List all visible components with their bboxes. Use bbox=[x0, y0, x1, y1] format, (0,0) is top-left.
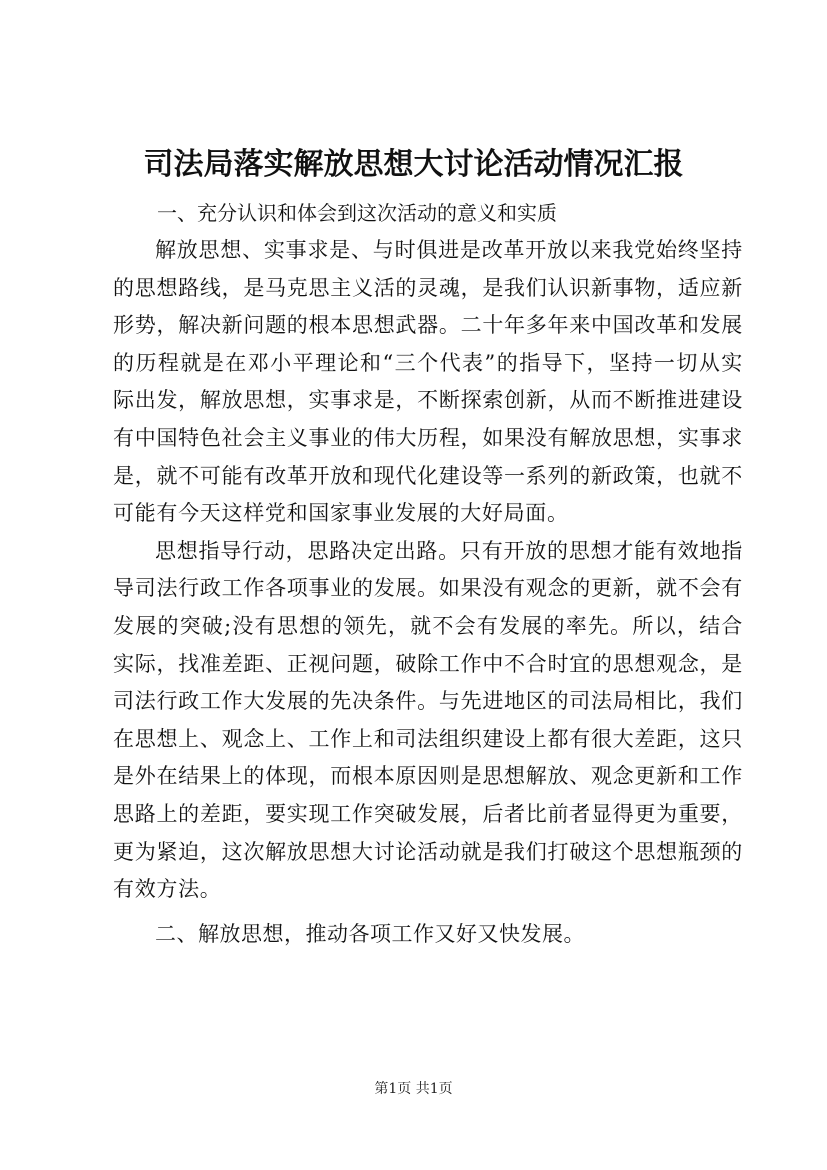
section-2-heading: 二、解放思想，推动各项工作又好又快发展。 bbox=[155, 921, 585, 946]
document-title: 司法局落实解放思想大讨论活动情况汇报 bbox=[143, 147, 684, 182]
paragraph-2: 思想指导行动，思路决定出路。只有开放的思想才能有效地指导司法行政工作各项事业的发展。如果没有观念的更新，就不会有发展的突破;没有思想的领先，就不会有发展的率先。所以，结合实际，找准差距、正视问题，破除工作中不合时宜的思想观念，是司法行政工作大发展的先决条件。与先进地区的司法局相比，我们在思想上、观念上、工作上和司法组织建设上都有很大差距，这只是外在结果上的体现，而根本原因则是思想解放、观念更新和工作思路上的差距，要实现工作突破发展，后者比前者显得更为重要，更为紧迫，这次解放思想大讨论活动就是我们打破这个思想瓶颈的有效方法。 bbox=[113, 538, 743, 902]
section-1-heading: 一、充分认识和体会到这次活动的意义和实质 bbox=[157, 201, 557, 225]
paragraph-1: 解放思想、实事求是、与时俱进是改革开放以来我党始终坚持的思想路线，是马克思主义活的灵魂，是我们认识新事物，适应新形势，解决新问题的根本思想武器。二十年多年来中国改革和发展的历程就是在邓小平理论和“三个代表”的指导下，坚持一切从实际出发，解放思想，实事求是，不断探索创新，从而不断推进建设有中国特色社会主义事业的伟大历程，如果没有解放思想，实事求是，就不可能有改革开放和现代化建设等一系列的新政策，也就不可能有今天这样党和国家事业发展的大好局面。 bbox=[113, 238, 743, 526]
document-body bbox=[113, 194, 743, 953]
page-footer: 第1页 共1页 bbox=[374, 1081, 453, 1097]
